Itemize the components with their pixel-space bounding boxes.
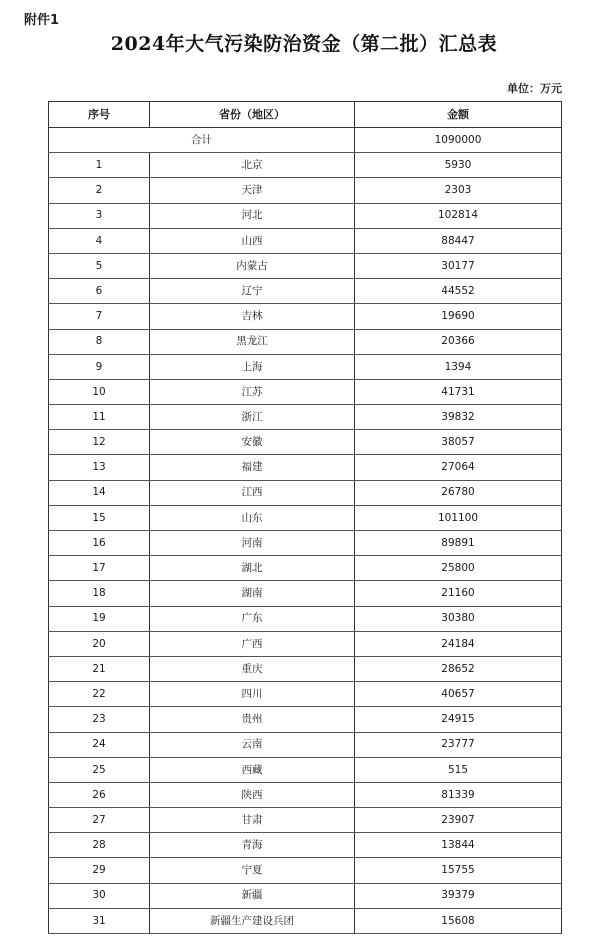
table-row bbox=[49, 833, 562, 858]
row-province: 江西 bbox=[150, 480, 355, 505]
table-row bbox=[49, 329, 562, 354]
table-row bbox=[49, 505, 562, 530]
row-index: 15 bbox=[49, 505, 150, 530]
row-province: 黑龙江 bbox=[150, 329, 355, 354]
table-row bbox=[49, 782, 562, 807]
row-province: 山西 bbox=[150, 228, 355, 253]
row-amount: 40657 bbox=[355, 682, 562, 707]
row-index: 26 bbox=[49, 782, 150, 807]
row-amount: 15755 bbox=[355, 858, 562, 883]
funding-table bbox=[48, 101, 562, 934]
row-province: 云南 bbox=[150, 732, 355, 757]
attachment-label: 附件1 bbox=[24, 13, 60, 28]
total-value: 1090000 bbox=[355, 128, 562, 153]
row-province: 浙江 bbox=[150, 405, 355, 430]
row-province: 河南 bbox=[150, 531, 355, 556]
row-amount: 1394 bbox=[355, 354, 562, 379]
row-amount: 81339 bbox=[355, 782, 562, 807]
table-row bbox=[49, 253, 562, 278]
total-label: 合计 bbox=[49, 128, 355, 153]
row-province: 吉林 bbox=[150, 304, 355, 329]
row-index: 31 bbox=[49, 908, 150, 933]
row-province: 宁夏 bbox=[150, 858, 355, 883]
row-province: 山东 bbox=[150, 505, 355, 530]
row-index: 16 bbox=[49, 531, 150, 556]
row-province: 青海 bbox=[150, 833, 355, 858]
row-province: 贵州 bbox=[150, 707, 355, 732]
row-amount: 28652 bbox=[355, 656, 562, 681]
table-row bbox=[49, 405, 562, 430]
row-amount: 102814 bbox=[355, 203, 562, 228]
table-row bbox=[49, 228, 562, 253]
row-province: 安徽 bbox=[150, 430, 355, 455]
table-row bbox=[49, 455, 562, 480]
table-row bbox=[49, 707, 562, 732]
row-index: 29 bbox=[49, 858, 150, 883]
row-amount: 24915 bbox=[355, 707, 562, 732]
table-row bbox=[49, 279, 562, 304]
row-index: 21 bbox=[49, 656, 150, 681]
row-index: 3 bbox=[49, 203, 150, 228]
row-amount: 21160 bbox=[355, 581, 562, 606]
row-index: 4 bbox=[49, 228, 150, 253]
row-province: 上海 bbox=[150, 354, 355, 379]
row-index: 8 bbox=[49, 329, 150, 354]
header-index: 序号 bbox=[49, 102, 150, 128]
table-row bbox=[49, 379, 562, 404]
row-index: 24 bbox=[49, 732, 150, 757]
row-amount: 27064 bbox=[355, 455, 562, 480]
table-row bbox=[49, 682, 562, 707]
table-row bbox=[49, 304, 562, 329]
row-index: 5 bbox=[49, 253, 150, 278]
row-index: 22 bbox=[49, 682, 150, 707]
row-province: 北京 bbox=[150, 153, 355, 178]
row-amount: 39379 bbox=[355, 883, 562, 908]
table-row bbox=[49, 153, 562, 178]
table-row bbox=[49, 178, 562, 203]
table-row bbox=[49, 430, 562, 455]
row-province: 新疆 bbox=[150, 883, 355, 908]
row-index: 13 bbox=[49, 455, 150, 480]
row-index: 30 bbox=[49, 883, 150, 908]
row-amount: 20366 bbox=[355, 329, 562, 354]
row-index: 9 bbox=[49, 354, 150, 379]
row-index: 10 bbox=[49, 379, 150, 404]
row-amount: 38057 bbox=[355, 430, 562, 455]
row-index: 28 bbox=[49, 833, 150, 858]
table-row bbox=[49, 656, 562, 681]
row-province: 西藏 bbox=[150, 757, 355, 782]
row-index: 25 bbox=[49, 757, 150, 782]
row-province: 天津 bbox=[150, 178, 355, 203]
table-row bbox=[49, 606, 562, 631]
row-province: 湖北 bbox=[150, 556, 355, 581]
row-index: 18 bbox=[49, 581, 150, 606]
row-amount: 101100 bbox=[355, 505, 562, 530]
row-amount: 44552 bbox=[355, 279, 562, 304]
row-amount: 19690 bbox=[355, 304, 562, 329]
row-index: 11 bbox=[49, 405, 150, 430]
row-amount: 2303 bbox=[355, 178, 562, 203]
row-amount: 26780 bbox=[355, 480, 562, 505]
row-amount: 15608 bbox=[355, 908, 562, 933]
table-row bbox=[49, 732, 562, 757]
row-province: 甘肃 bbox=[150, 808, 355, 833]
table-row bbox=[49, 203, 562, 228]
row-index: 14 bbox=[49, 480, 150, 505]
row-index: 20 bbox=[49, 631, 150, 656]
table-row bbox=[49, 581, 562, 606]
row-amount: 13844 bbox=[355, 833, 562, 858]
row-province: 广东 bbox=[150, 606, 355, 631]
table-row bbox=[49, 858, 562, 883]
row-index: 2 bbox=[49, 178, 150, 203]
row-province: 广西 bbox=[150, 631, 355, 656]
header-amount: 金额 bbox=[355, 102, 562, 128]
row-index: 19 bbox=[49, 606, 150, 631]
table-row bbox=[49, 631, 562, 656]
row-amount: 88447 bbox=[355, 228, 562, 253]
row-index: 12 bbox=[49, 430, 150, 455]
row-province: 河北 bbox=[150, 203, 355, 228]
row-province: 湖南 bbox=[150, 581, 355, 606]
row-province: 内蒙古 bbox=[150, 253, 355, 278]
row-amount: 30380 bbox=[355, 606, 562, 631]
row-province: 新疆生产建设兵团 bbox=[150, 908, 355, 933]
page-title: 2024年大气污染防治资金（第二批）汇总表 bbox=[110, 33, 498, 55]
row-amount: 41731 bbox=[355, 379, 562, 404]
row-province: 辽宁 bbox=[150, 279, 355, 304]
row-amount: 5930 bbox=[355, 153, 562, 178]
row-amount: 23777 bbox=[355, 732, 562, 757]
row-amount: 25800 bbox=[355, 556, 562, 581]
row-amount: 24184 bbox=[355, 631, 562, 656]
row-index: 7 bbox=[49, 304, 150, 329]
row-amount: 30177 bbox=[355, 253, 562, 278]
row-index: 27 bbox=[49, 808, 150, 833]
row-province: 陕西 bbox=[150, 782, 355, 807]
row-province: 福建 bbox=[150, 455, 355, 480]
row-index: 1 bbox=[49, 153, 150, 178]
table-row bbox=[49, 531, 562, 556]
table-row bbox=[49, 556, 562, 581]
row-index: 17 bbox=[49, 556, 150, 581]
total-row bbox=[49, 128, 562, 153]
row-amount: 515 bbox=[355, 757, 562, 782]
unit-label: 单位：万元 bbox=[507, 82, 562, 95]
row-province: 重庆 bbox=[150, 656, 355, 681]
table-row bbox=[49, 883, 562, 908]
table-row bbox=[49, 908, 562, 933]
table-row bbox=[49, 480, 562, 505]
header-province: 省份（地区） bbox=[150, 102, 355, 128]
table-header-row bbox=[49, 102, 562, 128]
table-row bbox=[49, 354, 562, 379]
row-index: 6 bbox=[49, 279, 150, 304]
table-row bbox=[49, 808, 562, 833]
row-province: 四川 bbox=[150, 682, 355, 707]
row-province: 江苏 bbox=[150, 379, 355, 404]
row-amount: 89891 bbox=[355, 531, 562, 556]
table-row bbox=[49, 757, 562, 782]
row-amount: 39832 bbox=[355, 405, 562, 430]
row-amount: 23907 bbox=[355, 808, 562, 833]
row-index: 23 bbox=[49, 707, 150, 732]
